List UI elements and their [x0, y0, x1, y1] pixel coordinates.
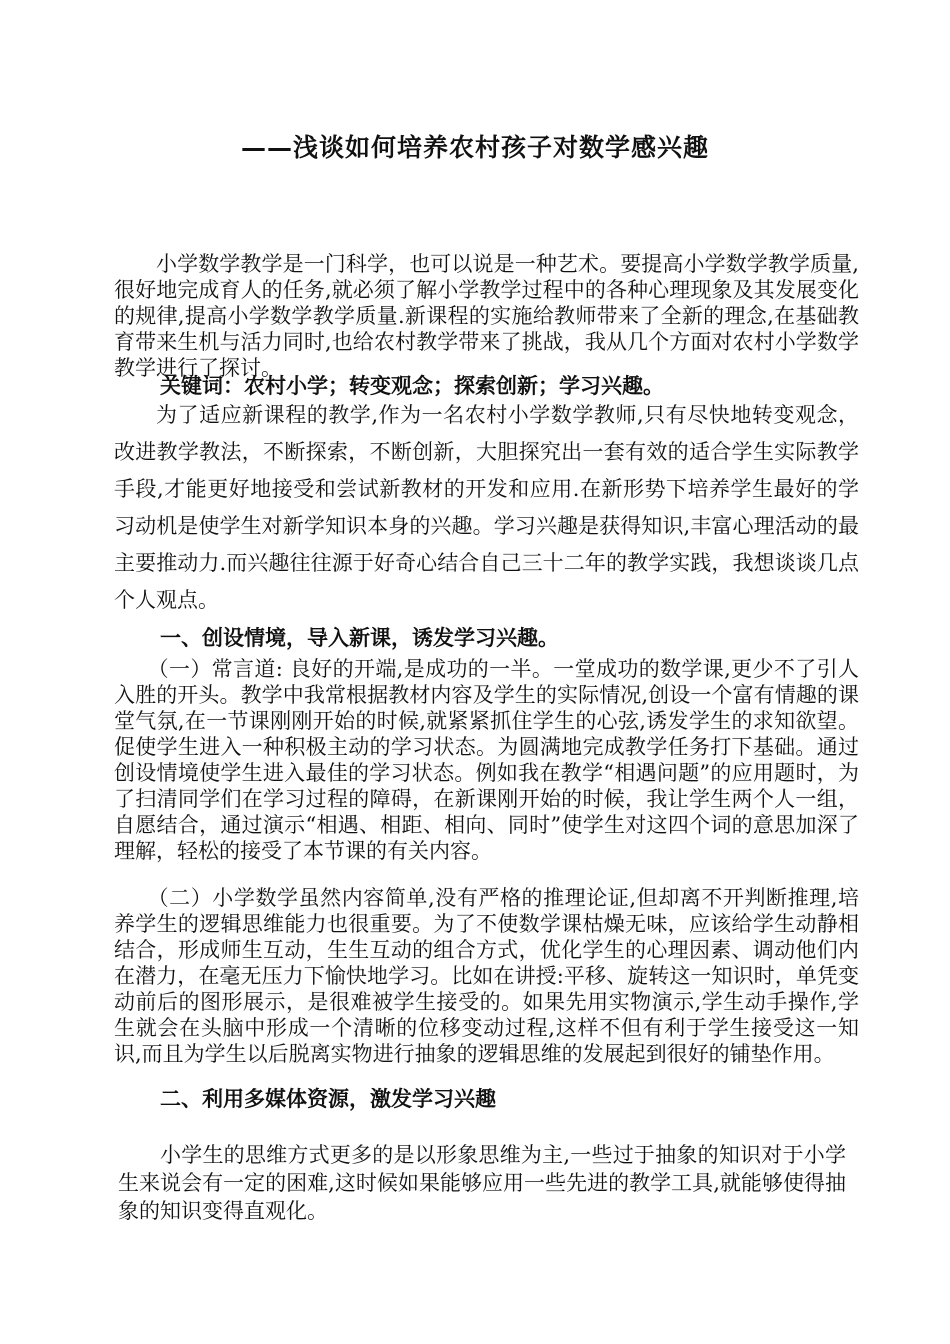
- section-1-paragraph-1: （一）常言道: 良好的开端,是成功的一半。一堂成功的数学课,更少不了引人入胜的开头。教学中我常根据教材内容及学生的实际情况,创设一个富有情趣的课堂气氛,在一节课刚刚开始的时候,就紧紧抓住学生的心弦,诱发学生的求知欲望。促使学生进入一种积极主动的学习状态。为圆满地完成教学任务打下基础。通过创设情境使学生进入最佳的学习状态。例如我在教学“相遇问题”的应用题时，为了扫清同学们在学习过程的障碍，在新课刚开始的时候，我让学生两个人一组，自愿结合，通过演示“相遇、相距、相向、同时”使学生对这四个词的意思加深了理解，轻松的接受了本节课的有关内容。: [114, 657, 859, 863]
- section-1-paragraph-2: （二）小学数学虽然内容简单,没有严格的推理论证,但却离不开判断推理,培养学生的逻辑思维能力也很重要。为了不使数学课枯燥无味，应该给学生动静相结合，形成师生互动，生生互动的组合方式，优化学生的心理因素、调动他们内在潜力，在毫无压力下愉快地学习。比如在讲授:平移、旋转这一知识时，单凭变动前后的图形展示，是很难被学生接受的。如果先用实物演示,学生动手操作,学生就会在头脑中形成一个清晰的位移变动过程,这样不但有利于学生接受这一知识,而且为学生以后脱离实物进行抽象的逻辑思维的发展起到很好的铺垫作用。: [114, 886, 859, 1066]
- intro-paragraph: 为了适应新课程的教学,作为一名农村小学数学教师,只有尽快地转变观念，改进教学教法，不断探索，不断创新，大胆探究出一套有效的适合学生实际教学手段,才能更好地接受和尝试新教材的开发和应用.在新形势下培养学生最好的学习动机是使学生对新学知识本身的兴趣。学习兴趣是获得知识,丰富心理活动的最主要推动力.而兴趣往往源于好奇心结合自己三十二年的教学实践，我想谈谈几点个人观点。: [114, 403, 859, 612]
- section-1-heading: 一、创设情境，导入新课，诱发学习兴趣。: [160, 625, 559, 650]
- section-2-paragraph-1: 小学生的思维方式更多的是以形象思维为主,一些过于抽象的知识对于小学生来说会有一定的困难,这时候如果能够应用一些先进的教学工具,就能够使得抽象的知识变得直观化。: [118, 1143, 846, 1223]
- section-2-heading: 二、利用多媒体资源，激发学习兴趣: [160, 1086, 496, 1111]
- document-title: ——浅谈如何培养农村孩子对数学感兴趣: [240, 133, 709, 162]
- keywords-line: 关键词：农村小学；转变观念；探索创新；学习兴趣。: [160, 373, 664, 398]
- abstract-paragraph: 小学数学教学是一门科学，也可以说是一种艺术。要提高小学数学教学质量,很好地完成育人的任务,就必须了解小学教学过程中的各种心理现象及其发展变化的规律,提高小学数学教学质量.新课程的实施给教师带来了全新的理念,在基础教育带来生机与活力同时,也给农村教学带来了挑战，我从几个方面对农村小学数学教学进行了探讨。: [114, 252, 859, 380]
